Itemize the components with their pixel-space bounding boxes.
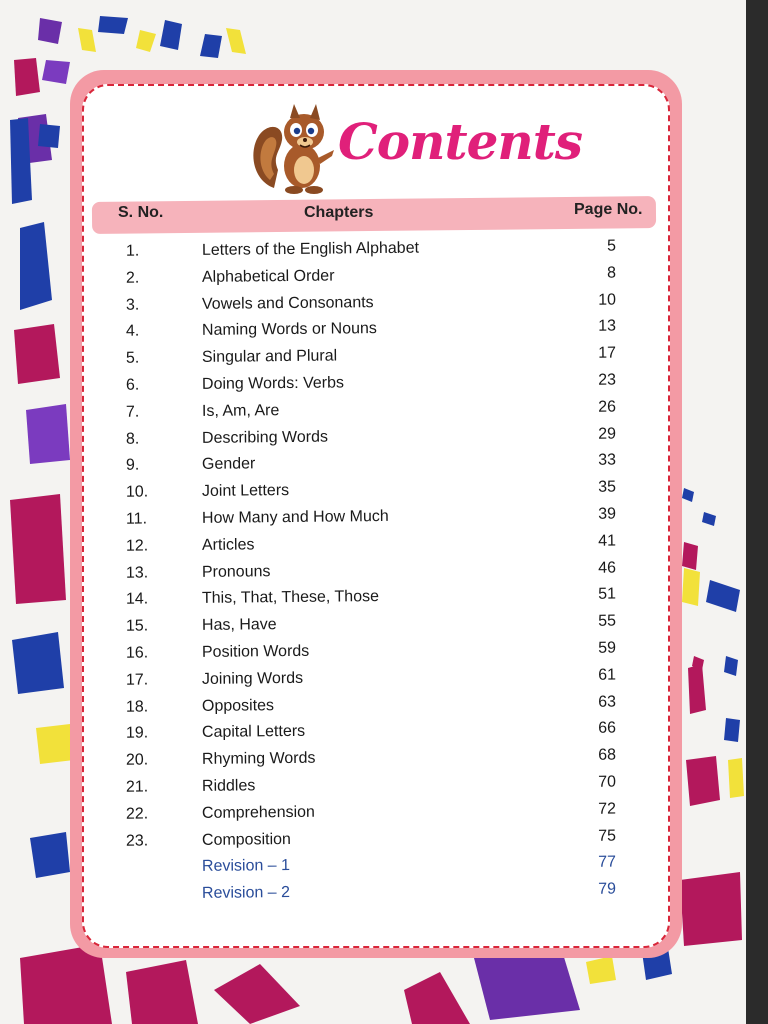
- row-sno: 15.: [125, 617, 149, 635]
- row-sno: 19.: [125, 724, 149, 743]
- row-sno: 12.: [125, 537, 149, 555]
- row-sno: 23.: [125, 832, 149, 850]
- row-sno: 5.: [125, 349, 140, 367]
- row-chapter: Naming Words or Nouns: [201, 320, 377, 340]
- row-page: 66: [598, 719, 617, 738]
- row-sno: 11.: [125, 510, 148, 528]
- row-page: 46: [598, 559, 617, 577]
- row-chapter: Joining Words: [201, 669, 304, 688]
- row-chapter: Opposites: [201, 696, 275, 715]
- row-page: 70: [598, 773, 617, 791]
- row-page: 29: [598, 425, 617, 443]
- row-chapter: Joint Letters: [201, 482, 290, 501]
- row-sno: 21.: [125, 778, 149, 796]
- row-page: 35: [598, 478, 617, 496]
- row-sno: 18.: [125, 698, 149, 716]
- row-page: 79: [598, 880, 617, 898]
- row-page: 61: [598, 666, 617, 684]
- row-sno: 13.: [125, 564, 149, 582]
- header-page-no: Page No.: [574, 201, 643, 218]
- row-sno: 16.: [125, 644, 149, 662]
- row-sno: 10.: [125, 483, 149, 501]
- row-sno: 2.: [125, 269, 140, 287]
- row-page: 17: [598, 344, 617, 362]
- row-chapter: Position Words: [201, 642, 310, 661]
- row-chapter: Pronouns: [201, 562, 271, 581]
- row-chapter: Comprehension: [201, 803, 315, 822]
- row-page: 59: [598, 639, 617, 657]
- row-page: 26: [598, 398, 617, 416]
- row-chapter: This, That, These, Those: [201, 588, 380, 608]
- row-chapter: Revision – 2: [201, 884, 291, 903]
- row-chapter: Articles: [201, 536, 255, 554]
- row-page: 72: [598, 800, 617, 818]
- row-page: 41: [598, 532, 617, 550]
- title-area: [250, 100, 583, 200]
- row-page: 51: [598, 585, 617, 604]
- row-chapter: Capital Letters: [201, 723, 306, 742]
- row-sno: 7.: [125, 403, 140, 421]
- row-page: 68: [598, 746, 617, 764]
- table-header-bar: [92, 196, 656, 234]
- row-sno: 1.: [125, 242, 140, 260]
- row-chapter: Rhyming Words: [201, 749, 316, 769]
- row-sno: 14.: [125, 590, 149, 609]
- squirrel-icon: [250, 100, 338, 196]
- row-sno: 4.: [125, 322, 140, 341]
- row-chapter: Alphabetical Order: [201, 267, 335, 286]
- row-page: 33: [598, 451, 617, 470]
- row-sno: 22.: [125, 805, 149, 823]
- row-chapter: How Many and How Much: [201, 507, 389, 527]
- row-page: 63: [598, 693, 617, 711]
- header-sno: S. No.: [118, 204, 164, 221]
- row-chapter: Gender: [201, 455, 256, 474]
- row-sno: 3.: [125, 296, 140, 314]
- row-chapter: Describing Words: [201, 428, 329, 447]
- header-chapters: Chapters: [304, 204, 374, 221]
- row-page: 13: [598, 317, 617, 336]
- row-sno: 17.: [125, 671, 149, 689]
- row-sno: 8.: [125, 430, 140, 448]
- row-chapter: Singular and Plural: [201, 347, 338, 367]
- row-page: 55: [598, 612, 617, 630]
- row-sno: 9.: [125, 456, 140, 475]
- row-sno: 20.: [125, 751, 149, 769]
- row-chapter: Vowels and Consonants: [201, 293, 374, 313]
- row-chapter: Composition: [201, 830, 291, 849]
- row-page: 75: [598, 827, 617, 845]
- row-chapter: Letters of the English Alphabet: [201, 239, 420, 259]
- page-title: Contents: [338, 112, 583, 171]
- row-chapter: Revision – 1: [201, 857, 291, 876]
- row-page: 8: [606, 264, 617, 282]
- row-page: 39: [598, 505, 617, 523]
- row-chapter: Doing Words: Verbs: [201, 374, 345, 393]
- row-chapter: Riddles: [201, 777, 256, 795]
- row-page: 77: [598, 853, 617, 872]
- row-chapter: Has, Have: [201, 616, 277, 635]
- row-page: 5: [606, 237, 617, 255]
- row-page: 10: [598, 291, 617, 309]
- row-sno: 6.: [125, 376, 140, 394]
- row-chapter: Is, Am, Are: [201, 401, 280, 420]
- row-page: 23: [598, 371, 617, 389]
